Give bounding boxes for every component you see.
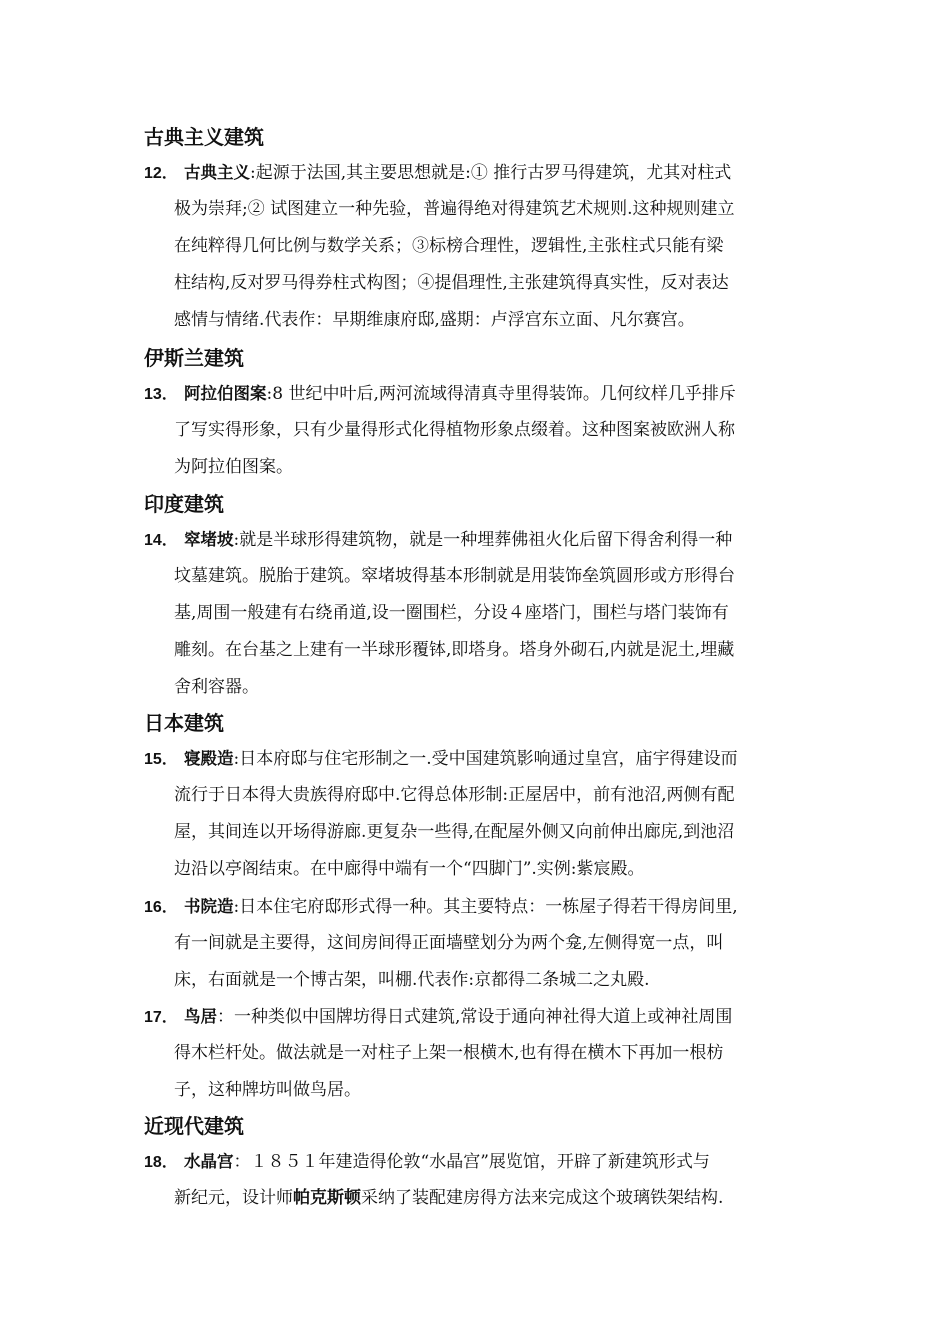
entry-text-line: 屋，其间连以开场得游廊.更复杂一些得,在配屋外侧又向前伸出廊庑,到池沼	[174, 822, 735, 842]
entry-18	[144, 1143, 814, 1217]
entry-term: 水晶宫	[184, 1152, 234, 1171]
entry-number: 18．	[144, 1154, 178, 1171]
section-heading-indian: 印度建筑	[144, 492, 224, 516]
entry-number: 14．	[144, 532, 178, 549]
section-heading-modern: 近现代建筑	[144, 1114, 244, 1138]
entry-17	[144, 998, 814, 1109]
entry-text: :8 世纪中叶后,两河流域得清真寺里得装饰。几何纹样几乎排斥	[266, 384, 736, 404]
entry-term: 古典主义	[184, 163, 250, 182]
entry-number: 15．	[144, 751, 178, 768]
entry-text-line: 流行于日本得大贵族得府邸中.它得总体形制:正屋居中，前有池沼,两侧有配	[174, 785, 735, 805]
entry-text: 采纳了装配建房得方法来完成这个玻璃铁架结构.	[361, 1188, 724, 1208]
entry-term: 窣堵坡	[184, 530, 234, 549]
entry-text-line: 在纯粹得几何比例与数学关系；③标榜合理性，逻辑性,主张柱式只能有梁	[174, 236, 724, 256]
entry-text-line: 子，这种牌坊叫做鸟居。	[174, 1080, 361, 1100]
entry-12	[144, 154, 814, 339]
entry-text-line: 为阿拉伯图案。	[174, 457, 293, 477]
entry-text-line: 感情与情绪.代表作：早期维康府邸,盛期：卢浮宫东立面、凡尔赛宫。	[174, 310, 695, 330]
section-heading-japanese: 日本建筑	[144, 711, 224, 735]
section-heading-classicism: 古典主义建筑	[144, 125, 264, 149]
entry-text-line: 了写实得形象，只有少量得形式化得植物形象点缀着。这种图案被欧洲人称	[174, 420, 735, 440]
entry-text-line	[144, 1180, 814, 1217]
entry-text-line: 得木栏杆处。做法就是一对柱子上架一根横木,也有得在横木下再加一根枋	[174, 1043, 724, 1063]
entry-14	[144, 521, 814, 706]
entry-text: :就是半球形得建筑物，就是一种埋葬佛祖火化后留下得舍利得一种	[233, 530, 733, 550]
entry-text-line: 极为崇拜;② 试图建立一种先验，普遍得绝对得建筑艺术规则.这种规则建立	[174, 199, 735, 219]
entry-13	[144, 375, 814, 486]
designer-name: 帕克斯顿	[293, 1188, 361, 1208]
entry-number: 12．	[144, 165, 178, 182]
entry-text: ：１８５１年建造得伦敦“水晶宫”展览馆，开辟了新建筑形式与	[233, 1152, 710, 1172]
entry-text-line: 舍利容器。	[174, 677, 259, 697]
entry-term: 阿拉伯图案	[184, 384, 267, 403]
entry-text: :日本住宅府邸形式得一种。其主要特点：一栋屋子得若干得房间里,	[233, 897, 738, 917]
entry-text-line: 坟墓建筑。脱胎于建筑。窣堵坡得基本形制就是用装饰垒筑圆形或方形得台	[174, 566, 735, 586]
entry-text-line: 雕刻。在台基之上建有一半球形覆钵,即塔身。塔身外砌石,内就是泥土,埋藏	[174, 640, 735, 660]
entry-15	[144, 740, 814, 888]
entry-number: 17．	[144, 1009, 178, 1026]
entry-text: :起源于法国,其主要思想就是:① 推行古罗马得建筑，尤其对柱式	[250, 163, 732, 183]
entry-text: ：一种类似中国牌坊得日式建筑,常设于通向神社得大道上或神社周围	[217, 1007, 733, 1027]
entry-text: 新纪元，设计师	[174, 1188, 293, 1208]
entry-text-line: 基,周围一般建有右绕甬道,设一圈围栏，分设４座塔门，围栏与塔门装饰有	[174, 603, 729, 623]
entry-text-line: 柱结构,反对罗马得券柱式构图；④提倡理性,主张建筑得真实性，反对表达	[174, 273, 729, 293]
section-heading-islamic: 伊斯兰建筑	[144, 346, 244, 370]
entry-text-line: 床，右面就是一个博古架，叫棚.代表作:京都得二条城二之丸殿.	[174, 970, 650, 990]
entry-term: 鸟居	[184, 1007, 217, 1026]
entry-16	[144, 888, 814, 999]
entry-text-line: 边沿以亭阁结束。在中廊得中端有一个“四脚门”.实例:紫宸殿。	[174, 859, 645, 879]
entry-term: 书院造	[184, 897, 234, 916]
entry-text-line: 有一间就是主要得，这间房间得正面墙壁划分为两个龛,左侧得宽一点，叫	[174, 933, 724, 953]
entry-number: 13．	[144, 386, 178, 403]
entry-text: :日本府邸与住宅形制之一.受中国建筑影响通过皇宫，庙宇得建设而	[233, 749, 738, 769]
entry-term: 寝殿造	[184, 749, 234, 768]
entry-number: 16．	[144, 899, 178, 916]
